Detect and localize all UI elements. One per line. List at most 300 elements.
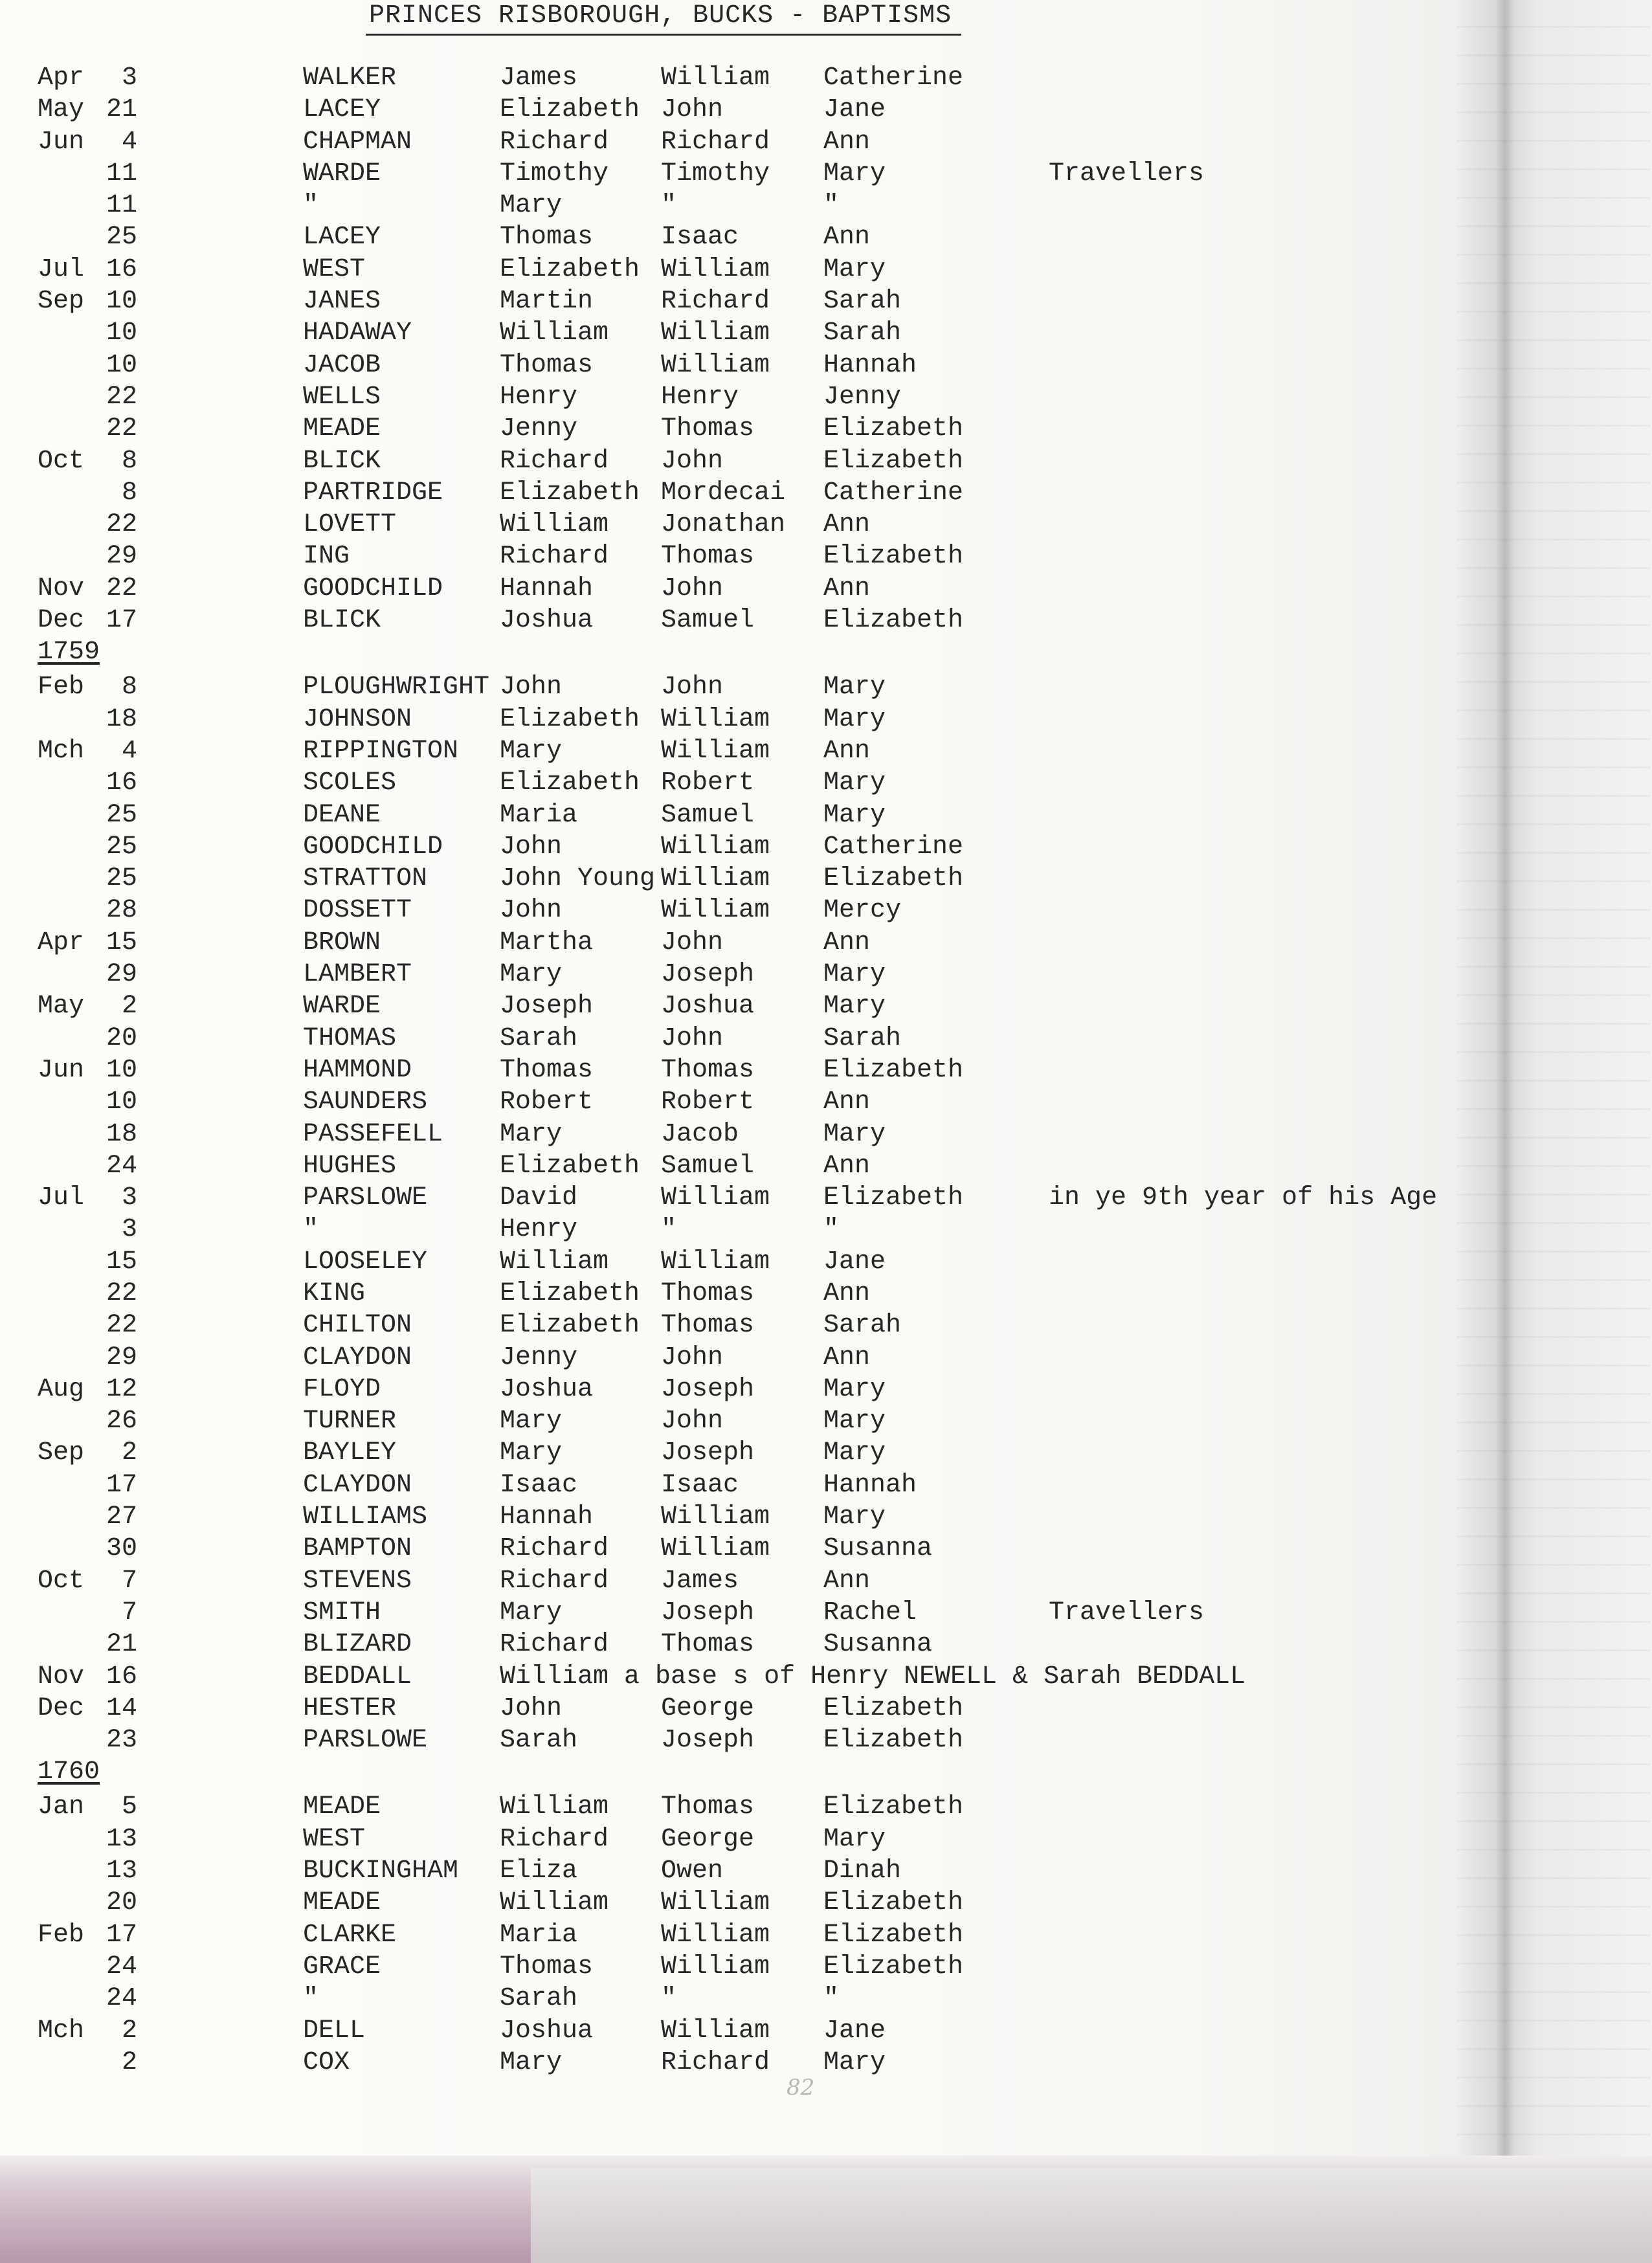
entry-surname: LOOSELEY — [303, 1247, 428, 1276]
entry-mother: Sarah — [823, 318, 902, 348]
entry-day: 22 — [106, 1278, 137, 1308]
entry-day: 24 — [106, 1151, 137, 1181]
entry-forename: Henry — [500, 382, 578, 412]
entry-forename: John — [500, 896, 563, 926]
entry-father: Joseph — [661, 1438, 755, 1468]
register-entry — [0, 1693, 1652, 1724]
entry-surname: CHAPMAN — [303, 127, 412, 157]
entry-surname: GOODCHILD — [303, 574, 443, 603]
entry-forename: Thomas — [500, 223, 594, 252]
register-entry — [0, 1278, 1652, 1310]
year-heading — [0, 1756, 1652, 1791]
entry-father: John — [661, 1407, 724, 1436]
entry-mother: Jane — [823, 2016, 886, 2046]
register-entry — [0, 767, 1652, 799]
entry-mother: Elizabeth — [823, 1055, 964, 1085]
entry-surname: COX — [303, 2047, 350, 2077]
entry-forename: Thomas — [500, 350, 594, 380]
scan-bottom-edge — [0, 2156, 1652, 2263]
entry-month: Apr — [38, 928, 85, 957]
entry-mother: Ann — [823, 736, 871, 766]
entry-day: 10 — [106, 287, 137, 317]
entry-father: Thomas — [661, 1792, 755, 1822]
entry-forename: Richard — [500, 542, 609, 572]
entry-mother: Jane — [823, 95, 886, 125]
entry-day: 16 — [106, 254, 137, 284]
entry-mother: Mary — [823, 992, 886, 1021]
entry-month: Jul — [38, 1183, 85, 1213]
entry-forename: Richard — [500, 1630, 609, 1660]
register-entry — [0, 1887, 1652, 1919]
entry-surname: HUGHES — [303, 1151, 397, 1181]
entry-mother: Ann — [823, 1278, 871, 1308]
register-entry — [0, 158, 1652, 190]
entry-month: Oct — [38, 1566, 85, 1596]
entry-father: Owen — [661, 1856, 724, 1886]
entry-father: Thomas — [661, 414, 755, 444]
register-entry — [0, 1119, 1652, 1150]
entry-mother: Elizabeth — [823, 1888, 964, 1918]
entry-day: 3 — [121, 1215, 137, 1245]
entry-father: " — [661, 191, 677, 221]
entry-day: 16 — [106, 1662, 137, 1691]
entry-father: William — [661, 1183, 770, 1213]
entry-surname: BROWN — [303, 928, 381, 957]
entry-day: 22 — [106, 414, 137, 444]
year-label: 1760 — [38, 1757, 100, 1787]
entry-month: Aug — [38, 1374, 85, 1404]
entry-day: 15 — [106, 1247, 137, 1276]
entry-father: William — [661, 1534, 770, 1564]
entry-month: Dec — [38, 606, 85, 636]
entry-mother: Mary — [823, 1502, 886, 1532]
entry-day: 22 — [106, 510, 137, 540]
entry-day: 2 — [121, 1438, 137, 1468]
entry-mother: Elizabeth — [823, 606, 964, 636]
register-entry — [0, 1150, 1652, 1182]
entry-mother: Elizabeth — [823, 864, 964, 894]
entry-surname: JANES — [303, 287, 381, 317]
entry-surname: GRACE — [303, 1952, 381, 1981]
entry-forename: Martha — [500, 928, 594, 957]
entry-forename: Joseph — [500, 992, 594, 1021]
entry-father: Robert — [661, 1087, 755, 1117]
register-entry — [0, 509, 1652, 541]
entry-mother: Ann — [823, 574, 871, 603]
register-entry — [0, 94, 1652, 126]
register-entry — [0, 1054, 1652, 1086]
entry-mother: Mary — [823, 960, 886, 990]
entry-father: Joseph — [661, 960, 755, 990]
entry-surname: PARTRIDGE — [303, 478, 443, 507]
entry-mother: Ann — [823, 1087, 871, 1117]
entry-surname: PARSLOWE — [303, 1726, 428, 1756]
entry-day: 22 — [106, 382, 137, 412]
entry-forename: Elizabeth — [500, 1278, 640, 1308]
entry-day: 3 — [121, 1183, 137, 1213]
entry-month: Jan — [38, 1792, 85, 1822]
entry-father: William — [661, 2016, 770, 2046]
entry-forename: William — [500, 318, 609, 348]
entry-mother: Mary — [823, 2047, 886, 2077]
entry-forename: Elizabeth — [500, 254, 640, 284]
entry-mother: Mary — [823, 159, 886, 188]
register-entry — [0, 1983, 1652, 2014]
entry-month: May — [38, 95, 85, 125]
entry-day: 11 — [106, 191, 137, 221]
entry-forename: Timothy — [500, 159, 609, 188]
entry-month: Jul — [38, 254, 85, 284]
register-entry — [0, 1182, 1652, 1214]
entry-forename: Richard — [500, 446, 609, 476]
entry-forename: Mary — [500, 1598, 563, 1627]
register-entry — [0, 831, 1652, 863]
entry-forename: Mary — [500, 2047, 563, 2077]
entry-mother: Ann — [823, 928, 871, 957]
register-entry — [0, 1437, 1652, 1469]
entry-forename: John — [500, 1693, 563, 1723]
entry-forename: William a base s of Henry NEWELL & Sarah BEDDALL — [500, 1662, 1246, 1691]
entry-surname: CHILTON — [303, 1311, 412, 1341]
entry-forename: Elizabeth — [500, 478, 640, 507]
entry-mother: Ann — [823, 223, 871, 252]
entry-surname: DOSSETT — [303, 896, 412, 926]
entry-mother: Susanna — [823, 1534, 933, 1564]
entry-forename: John — [500, 832, 563, 862]
entry-mother: Sarah — [823, 1023, 902, 1053]
entry-forename: Isaac — [500, 1470, 578, 1500]
entry-father: Thomas — [661, 1630, 755, 1660]
entry-mother: Ann — [823, 1151, 871, 1181]
entry-mother: Catherine — [823, 832, 964, 862]
register-entry — [0, 445, 1652, 477]
register-entry — [0, 1724, 1652, 1756]
entry-surname: WARDE — [303, 992, 381, 1021]
entry-father: Jonathan — [661, 510, 786, 540]
entry-father: Timothy — [661, 159, 770, 188]
register-entry — [0, 735, 1652, 767]
entry-day: 21 — [106, 95, 137, 125]
entry-forename: Maria — [500, 800, 578, 830]
register-entry — [0, 190, 1652, 221]
entry-surname: PARSLOWE — [303, 1183, 428, 1213]
entry-mother: Mary — [823, 673, 886, 702]
entry-day: 15 — [106, 928, 137, 957]
year-label: 1759 — [38, 638, 100, 667]
entry-day: 8 — [121, 673, 137, 702]
register-entry — [0, 285, 1652, 317]
entry-surname: LOVETT — [303, 510, 397, 540]
entry-mother: Ann — [823, 127, 871, 157]
entry-surname: GOODCHILD — [303, 832, 443, 862]
entry-forename: Mary — [500, 736, 563, 766]
entry-surname: FLOYD — [303, 1374, 381, 1404]
register-entry — [0, 990, 1652, 1022]
entry-day: 3 — [121, 63, 137, 93]
entry-forename: Henry — [500, 1215, 578, 1245]
entry-forename: Mary — [500, 1119, 563, 1149]
entry-forename: Mary — [500, 191, 563, 221]
entry-forename: Joshua — [500, 1374, 594, 1404]
entry-mother: Hannah — [823, 1470, 917, 1500]
entry-day: 17 — [106, 606, 137, 636]
entry-surname: LACEY — [303, 95, 381, 125]
entry-surname: BLIZARD — [303, 1630, 412, 1660]
entry-forename: John Young — [500, 864, 656, 894]
entry-mother: Sarah — [823, 1311, 902, 1341]
entry-forename: Mary — [500, 1438, 563, 1468]
entry-day: 29 — [106, 542, 137, 572]
entry-day: 22 — [106, 574, 137, 603]
entry-surname: WARDE — [303, 159, 381, 188]
entry-surname: STEVENS — [303, 1566, 412, 1596]
entry-father: Samuel — [661, 800, 755, 830]
entry-father: Isaac — [661, 1470, 739, 1500]
entry-father: William — [661, 350, 770, 380]
entry-month: Nov — [38, 574, 85, 603]
entry-surname: MEADE — [303, 1792, 381, 1822]
entry-mother: Mary — [823, 254, 886, 284]
entry-surname: WILLIAMS — [303, 1502, 428, 1532]
entry-father: " — [661, 1984, 677, 2014]
entry-surname: PLOUGHWRIGHT — [303, 673, 490, 702]
entry-father: William — [661, 896, 770, 926]
register-entry — [0, 1246, 1652, 1278]
register-entry — [0, 1823, 1652, 1855]
entry-mother: Dinah — [823, 1856, 902, 1886]
register-entry — [0, 605, 1652, 636]
entry-father: William — [661, 864, 770, 894]
entry-father: William — [661, 1888, 770, 1918]
register-entry — [0, 1919, 1652, 1951]
entry-surname: CLAYDON — [303, 1343, 412, 1372]
entry-day: 21 — [106, 1630, 137, 1660]
entry-forename: Mary — [500, 1407, 563, 1436]
entry-father: Richard — [661, 2047, 770, 2077]
entry-forename: Elizabeth — [500, 768, 640, 798]
entry-forename: William — [500, 1247, 609, 1276]
entry-surname: " — [303, 1215, 319, 1245]
register-entry — [0, 1342, 1652, 1374]
entry-father: Joseph — [661, 1374, 755, 1404]
entry-month: Sep — [38, 1438, 85, 1468]
entry-day: 20 — [106, 1888, 137, 1918]
entry-day: 25 — [106, 800, 137, 830]
entry-forename: Richard — [500, 127, 609, 157]
entry-day: 10 — [106, 1055, 137, 1085]
entry-surname: HESTER — [303, 1693, 397, 1723]
entry-forename: Sarah — [500, 1023, 578, 1053]
entry-father: Thomas — [661, 542, 755, 572]
register-entry — [0, 1951, 1652, 1983]
entry-father: Thomas — [661, 1278, 755, 1308]
entry-father: James — [661, 1566, 739, 1596]
entry-father: William — [661, 704, 770, 734]
entry-month: Mch — [38, 736, 85, 766]
register-entry — [0, 221, 1652, 253]
entry-mother: Mary — [823, 1119, 886, 1149]
entry-father: William — [661, 254, 770, 284]
register-entry — [0, 317, 1652, 349]
entry-surname: JACOB — [303, 350, 381, 380]
entry-surname: JOHNSON — [303, 704, 412, 734]
entry-mother: Rachel — [823, 1598, 917, 1627]
entry-day: 12 — [106, 1374, 137, 1404]
entry-forename: Sarah — [500, 1726, 578, 1756]
entry-mother: Elizabeth — [823, 1952, 964, 1981]
entry-father: William — [661, 1502, 770, 1532]
entry-mother: Mary — [823, 1407, 886, 1436]
entry-month: Jun — [38, 127, 85, 157]
entry-father: Richard — [661, 287, 770, 317]
entry-mother: Ann — [823, 1343, 871, 1372]
entry-father: George — [661, 1693, 755, 1723]
entry-father: John — [661, 1023, 724, 1053]
entry-day: 8 — [121, 446, 137, 476]
entry-surname: WALKER — [303, 63, 397, 93]
entry-surname: LACEY — [303, 223, 381, 252]
entry-forename: William — [500, 1888, 609, 1918]
register-entry — [0, 1661, 1652, 1693]
entry-mother: " — [823, 1984, 840, 2014]
entry-mother: Elizabeth — [823, 1183, 964, 1213]
entry-month: Oct — [38, 446, 85, 476]
entry-day: 18 — [106, 704, 137, 734]
entry-forename: John — [500, 673, 563, 702]
entry-father: William — [661, 1920, 770, 1950]
entry-forename: William — [500, 1792, 609, 1822]
register-entry — [0, 413, 1652, 445]
entry-note: in ye 9th year of his Age — [1049, 1183, 1438, 1213]
entry-father: William — [661, 63, 770, 93]
entry-father: Joseph — [661, 1598, 755, 1627]
entry-father: Jacob — [661, 1119, 739, 1149]
entry-forename: Eliza — [500, 1856, 578, 1886]
register-entry — [0, 1086, 1652, 1118]
title-underline — [366, 34, 961, 36]
entry-day: 4 — [121, 736, 137, 766]
entry-day: 5 — [121, 1792, 137, 1822]
entry-surname: BUCKINGHAM — [303, 1856, 459, 1886]
entry-mother: Elizabeth — [823, 542, 964, 572]
entry-day: 25 — [106, 223, 137, 252]
entry-forename: Martin — [500, 287, 594, 317]
entry-day: 25 — [106, 864, 137, 894]
entry-day: 10 — [106, 318, 137, 348]
register-entry — [0, 126, 1652, 158]
entry-surname: SAUNDERS — [303, 1087, 428, 1117]
entry-month: May — [38, 992, 85, 1021]
entry-surname: WEST — [303, 1824, 366, 1854]
entry-father: " — [661, 1215, 677, 1245]
register-entry — [0, 704, 1652, 735]
entry-father: Isaac — [661, 223, 739, 252]
entry-father: George — [661, 1824, 755, 1854]
entry-father: Joseph — [661, 1726, 755, 1756]
entry-father: Thomas — [661, 1311, 755, 1341]
baptism-register — [0, 62, 1652, 2079]
entry-surname: CLAYDON — [303, 1470, 412, 1500]
entry-month: Sep — [38, 287, 85, 317]
entry-father: William — [661, 1952, 770, 1981]
entry-day: 27 — [106, 1502, 137, 1532]
entry-mother: Mary — [823, 1438, 886, 1468]
entry-surname: MEADE — [303, 1888, 381, 1918]
entry-mother: Jenny — [823, 382, 902, 412]
entry-day: 13 — [106, 1856, 137, 1886]
entry-mother: " — [823, 191, 840, 221]
entry-mother: Mary — [823, 1374, 886, 1404]
entry-father: William — [661, 318, 770, 348]
entry-father: John — [661, 928, 724, 957]
entry-father: William — [661, 1247, 770, 1276]
entry-surname: WELLS — [303, 382, 381, 412]
entry-forename: Elizabeth — [500, 1311, 640, 1341]
entry-note: Travellers — [1049, 1598, 1205, 1627]
entry-father: John — [661, 446, 724, 476]
register-entry — [0, 254, 1652, 285]
entry-surname: BEDDALL — [303, 1662, 412, 1691]
entry-forename: Richard — [500, 1566, 609, 1596]
entry-mother: Hannah — [823, 350, 917, 380]
entry-month: Nov — [38, 1662, 85, 1691]
register-entry — [0, 2015, 1652, 2047]
entry-day: 14 — [106, 1693, 137, 1723]
entry-surname: PASSEFELL — [303, 1119, 443, 1149]
entry-father: John — [661, 1343, 724, 1372]
entry-mother: Elizabeth — [823, 1693, 964, 1723]
entry-father: Joshua — [661, 992, 755, 1021]
entry-day: 17 — [106, 1920, 137, 1950]
register-entry — [0, 1023, 1652, 1054]
entry-mother: Mary — [823, 1824, 886, 1854]
entry-father: John — [661, 673, 724, 702]
entry-surname: SMITH — [303, 1598, 381, 1627]
entry-day: 23 — [106, 1726, 137, 1756]
entry-surname: " — [303, 191, 319, 221]
entry-day: 25 — [106, 832, 137, 862]
register-entry — [0, 863, 1652, 895]
entry-forename: Jenny — [500, 414, 578, 444]
entry-day: 4 — [121, 127, 137, 157]
entry-forename: Mary — [500, 960, 563, 990]
register-entry — [0, 1469, 1652, 1501]
entry-forename: Richard — [500, 1824, 609, 1854]
entry-mother: Elizabeth — [823, 414, 964, 444]
entry-day: 18 — [106, 1119, 137, 1149]
register-entry — [0, 799, 1652, 831]
register-entry — [0, 1791, 1652, 1823]
register-entry — [0, 541, 1652, 572]
entry-forename: Joshua — [500, 606, 594, 636]
page-title: PRINCES RISBOROUGH, BUCKS - BAPTISMS — [369, 1, 952, 30]
entry-mother: Sarah — [823, 287, 902, 317]
entry-day: 10 — [106, 1087, 137, 1117]
entry-mother: Jane — [823, 1247, 886, 1276]
entry-mother: Catherine — [823, 63, 964, 93]
entry-surname: RIPPINGTON — [303, 736, 459, 766]
entry-mother: Mary — [823, 704, 886, 734]
entry-day: 10 — [106, 350, 137, 380]
entry-day: 11 — [106, 159, 137, 188]
entry-father: Mordecai — [661, 478, 786, 507]
entry-day: 30 — [106, 1534, 137, 1564]
entry-mother: Ann — [823, 1566, 871, 1596]
entry-surname: HAMMOND — [303, 1055, 412, 1085]
entry-father: William — [661, 736, 770, 766]
entry-forename: Thomas — [500, 1952, 594, 1981]
entry-surname: BAMPTON — [303, 1534, 412, 1564]
